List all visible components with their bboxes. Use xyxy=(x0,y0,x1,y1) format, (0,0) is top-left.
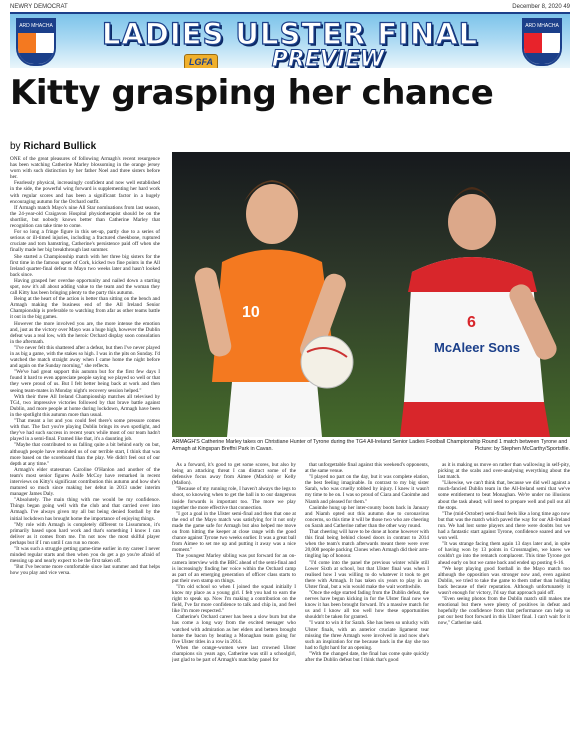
article-column-2 xyxy=(172,462,296,728)
article-paragraph: "Once the edge started fading from the Dublin defeat, the nerves have begun kicking in for the Ulster final now we know it has been brought forward. It's a massive match for us and I know all too well how these opportunities shouldn't be taken for granted. xyxy=(305,589,429,621)
crest-label: ARD MHACHA xyxy=(524,20,560,33)
caption-text: ARMAGH'S Catherine Marley takes on Christiane Hunter of Tyrone during the TG4 All-Ireland Senior Ladies Football Championship Round 1 match between Tyrone and Armagh at Kingspan Breffni Park in Cavan. xyxy=(172,439,568,452)
article-paragraph: Having grasped her overdue opportunity and nailed down a starting spot, now it's all about adding value to the team and the woman they call Kitty has been bringing plenty to the party this autumn. xyxy=(10,277,160,297)
article-paragraph: "I played no part on the day, but it was complete elation, the best feeling imaginable. In contrast to my big sister Sarah, who was cruelly robbed by injury. I knew it wasn't my time to be on. I was so proud of Ciara and Caoimhe and Niamh and pleased for them." xyxy=(305,474,429,505)
article-paragraph: "Because of my running role, I haven't always the legs to shoot, so knowing when to get the ball in to our dangerous inside forwards is important too. The more we play together the more effective that connection. xyxy=(172,486,296,511)
article-paragraph: Caoimhe hung up her inter-county boots back in January and Niamh opted out this autumn due to coronavirus concerns, so this time it will be those two who are cheering on Sarah and Catherine rather than the other way round. xyxy=(305,504,429,529)
article-paragraph: For so long a fringe figure in this set-up, partly due to a series of serious or ill-timed injuries, including a fractured cheekbone, ruptured cruciate and torn hamstring, Catherine's persistence paid off when she finally made her big breakthrough last summer. xyxy=(10,229,160,254)
article-paragraph: "That meant a lot and you could feel there's some pressure comes with that. The fact you're playing Dublin brings its own spotlight, and they've had such success in recent years while most of our team hadn't played in a semi-final. Framed like that, it's a daunting job. xyxy=(10,418,160,443)
article-paragraph: Catherine's Orchard career has been a slow burn but she has come a long way from the excited teenager who watched with admiration as her elders and betters brought home the bacon by beating a Monaghan team going for five Ulster titles in a row in 2014. xyxy=(172,614,296,645)
lgfa-logo: LGFA xyxy=(184,54,218,68)
article-paragraph: ONE of the great pleasures of following Armagh's recent resurgence has been watching Catherine Marley blossoming in the orange jersey worn with such distinction by her father Noel and three sisters before her. xyxy=(10,156,160,181)
article-paragraph: Armagh's elder statesman Caroline O'Hanlon and another of the team's most senior figures Aoife McCoy have remarked in recent interviews on Kitty's significant contribution this autumn and how she's matured so much since making her debut in 2013 under interim manager James Daly. xyxy=(10,466,160,498)
article-paragraph: "Likewise, we can't think that, because we did well against a much-fancied Dublin team in the All-Ireland semi that we've some entitlement to beat Monaghan. We're under no illusions about the task ahead; will need to prepare well and pull out all the stops. xyxy=(438,480,570,511)
article-paragraph: "I'm old school so when I joined the squad initially I know my place as a young girl. I felt you had to earn the right to speak up. Now I'm making a contribution on the field, I've far more confidence to talk and chip in, and feel like I'm more respected." xyxy=(172,583,296,615)
byline-author: Richard Bullick xyxy=(23,141,97,152)
article-paragraph: That cheering will have to be done at home however with this final being behind closed doors in contrast to 2014 when the team's match afterwards meant there were over 20,000 people packing Clones when Armagh did their arm-tingling lap of honour. xyxy=(305,529,429,560)
byline-prefix: by xyxy=(10,141,21,152)
article-paragraph: as it is making us move on rather than wallowing in self-pity, picking at the scabs and over-analysing everything about the last match. xyxy=(438,462,570,481)
article-paragraph: "But I've become more comfortable since last summer and that helps how you play and vice versa. xyxy=(10,564,160,577)
preview-banner xyxy=(10,12,570,68)
article-paragraph: "With the changed date, the final has come quite quickly after the Dublin defeat but I think that's good xyxy=(305,650,429,663)
article-paragraph: "We've had great support this autumn but for the first few days I found it hard to even appreciate people saying we played so well or that they were proud of us. But I felt better being back at work and then seeing team-mates in Monday night's recovery session helped." xyxy=(10,369,160,394)
article-paragraph: "It was strange facing them again 13 days later and, in spite of having won by 13 points in Crossmaglen, we knew we couldn't go into the rematch complacent. This time Tyrone got ahead early on but we came back and ended up posting 6-16. xyxy=(438,541,570,566)
article-paragraph: Being at the heart of the action is better than sitting on the bench and Armagh making the business end of the All Ireland Senior Championship is preferable to watching from afar as other teams battle it out in the big games. xyxy=(10,296,160,321)
photo-caption xyxy=(172,439,570,452)
article-paragraph: "The (mid-October) semi-final feels like a long time ago now but that was the match which paved the way for our All-Ireland run. We had lost some players and there were doubts but we had a fantastic start against Tyrone, confidence soared and we won well. xyxy=(438,510,570,542)
article-paragraph: "Even seeing photos from the Dublin match still makes me emotional but there were plenty of positives in defeat and hopefully the confidence from that performance can help us put our best foot forward in this Ulster final. I can't wait for it now," Catherine said. xyxy=(438,596,570,627)
article-paragraph: "I got a goal in the Ulster semi-final and then that one at the end of the Mayo match was satisfying for it not only made the game safe for Armagh but also helped me move on from hitting the keeper at close range with the good chance against Tyrone two weeks earlier. It was a great ball from Aimee to set me up and putting it away was a nice moment." xyxy=(172,510,296,554)
article-paragraph: "Maybe that contributed to us falling quite a bit behind early on but, although people have reminded us of our terrible start, I think that was more based on the scoreboard than the play. We didn't feel out of our depth at any time." xyxy=(10,442,160,467)
article-paragraph: "My role with Armagh is completely different to Lissummon, it's primarily based upon hard work and that's something I know I can deliver as it comes from me. I'm not now the most skilful player perhaps but if I run until I can run no more. xyxy=(10,521,160,546)
crest-label: ARD MHACHA xyxy=(18,20,54,33)
article-paragraph: However the more involved you are, the more intense the emotion and, just as the victory over Mayo was a huge high, however the Dublin defeat was a real low, with the heroic Orchard display soon consolation in the aftermath. xyxy=(10,320,160,345)
article-paragraph: She started a Championship match with her three big sisters for the first time in the famous upset of Cork, kicked two fine points in the All Ireland quarter-final defeat to Mayo two weeks later and hasn't looked back since. xyxy=(10,253,160,278)
article-column-1 xyxy=(10,156,160,728)
article-paragraph: "Absolutely. The main thing with me would be my confidence. Things began going well with the club and that carried over into Armagh. I've always given my all but being denied football by the initial lockdown has brought home the importance of enjoying things. xyxy=(10,497,160,522)
jersey-sponsor: McAleer Sons xyxy=(434,340,520,355)
banner-title: LADIES ULSTER FINAL xyxy=(101,17,479,51)
article-paragraph: "I want to win it for Sarah. She has been so unlucky with Ulster finals, with an anterior cruciate ligament tear missing the three Armagh were involved in and now she's such an inspiration for me because back in the day she too had to fight hard for an opening. xyxy=(305,620,429,651)
photo-credit: Picture: by Stephen McCarthy/Sportsfile. xyxy=(474,445,570,452)
banner-subtitle: PREVIEW xyxy=(271,47,385,68)
player-number-left: 10 xyxy=(242,304,260,321)
article-column-3 xyxy=(305,462,429,728)
article-paragraph: When the orange-women were last crowned Ulster champions six years ago, Catherine was still a schoolgirl, just glad to be part of Armagh's matchday panel for xyxy=(172,644,296,663)
article-paragraph: The youngest Marley sibling was put forward for an on-camera interview with the BBC ahead of the semi-final and is increasingly finding her voice within the Orchard camp as part of an emerging generation of officer class starts to put their own stamp on things. xyxy=(172,553,296,584)
byline xyxy=(10,141,96,152)
article-paragraph: As a forward, it's good to get some scores, but also by being an attacking threat I can distract some of the defensive focus away from Aimee (Mackin) or Kelly (Mallon). xyxy=(172,462,296,487)
article-column-4 xyxy=(438,462,570,728)
players-illustration xyxy=(172,152,570,437)
article-paragraph: "It was such a struggle getting game-time earlier in my career I never minded regular starts and then when you do get a go you're afraid of messing up and nearly expect to be the first taken off. xyxy=(10,546,160,565)
headline: Kitty grasping her chance xyxy=(10,73,494,113)
masthead xyxy=(10,2,570,12)
paper-name: NEWRY DEMOCRAT xyxy=(10,4,68,10)
match-photo xyxy=(172,152,570,437)
armagh-crest-icon xyxy=(16,18,56,66)
player-number-right: 6 xyxy=(467,314,476,331)
article-paragraph: "We kept playing good football in the Mayo match too although the opposition was stronger now and, even against Dublin, we tried to take the game to them rather than holding back because of their reputation. Although unfortunately it wasn't enough for victory, I'd say that approach paid off. xyxy=(438,565,570,596)
armagh-crest-icon xyxy=(522,18,562,66)
date-page: December 8, 2020 49 xyxy=(512,4,570,10)
article-paragraph: If Armagh match Mayo's nine All Star nominations from last season, the 24-year-old Craigavon Hospital physiotherapist should be on the shortlist, but nobody knows better than Catherine Marley that recognition can take time to come. xyxy=(10,204,160,230)
article-paragraph: "I've never felt this shattered after a defeat, but then I've never played in as big a game, with the stakes so high. I was in the pits on Sunday. I'd watched the match straight away when I came home the night before and again on the Sunday morning," she reflects. xyxy=(10,344,160,370)
article-paragraph: that unforgettable final against this weekend's opponents, at the same venue. xyxy=(305,462,429,475)
article-paragraph: "I'd come into the panel the previous winter while still Lower Sixth at school, but that Ulster final was when I realised how I was willing to do whatever it took to get there with Armagh. It has taken six years to play in an Ulster final, but a win would make the wait worthwhile. xyxy=(305,559,429,590)
article-paragraph: Fearlessly physical, increasingly confident and now well established in the side, the powerful wing forward is supplementing her hard work with regular scores and has been a significant factor in a hugely encouraging autumn for the Orchard outfit. xyxy=(10,180,160,205)
article-paragraph: With their three All Ireland Championship matches all televised by TG4, two impressive victories followed by that brave battle against Dublin, and more people at home during lockdown, Armagh have been in the spotlight this autumn more than usual. xyxy=(10,393,160,418)
